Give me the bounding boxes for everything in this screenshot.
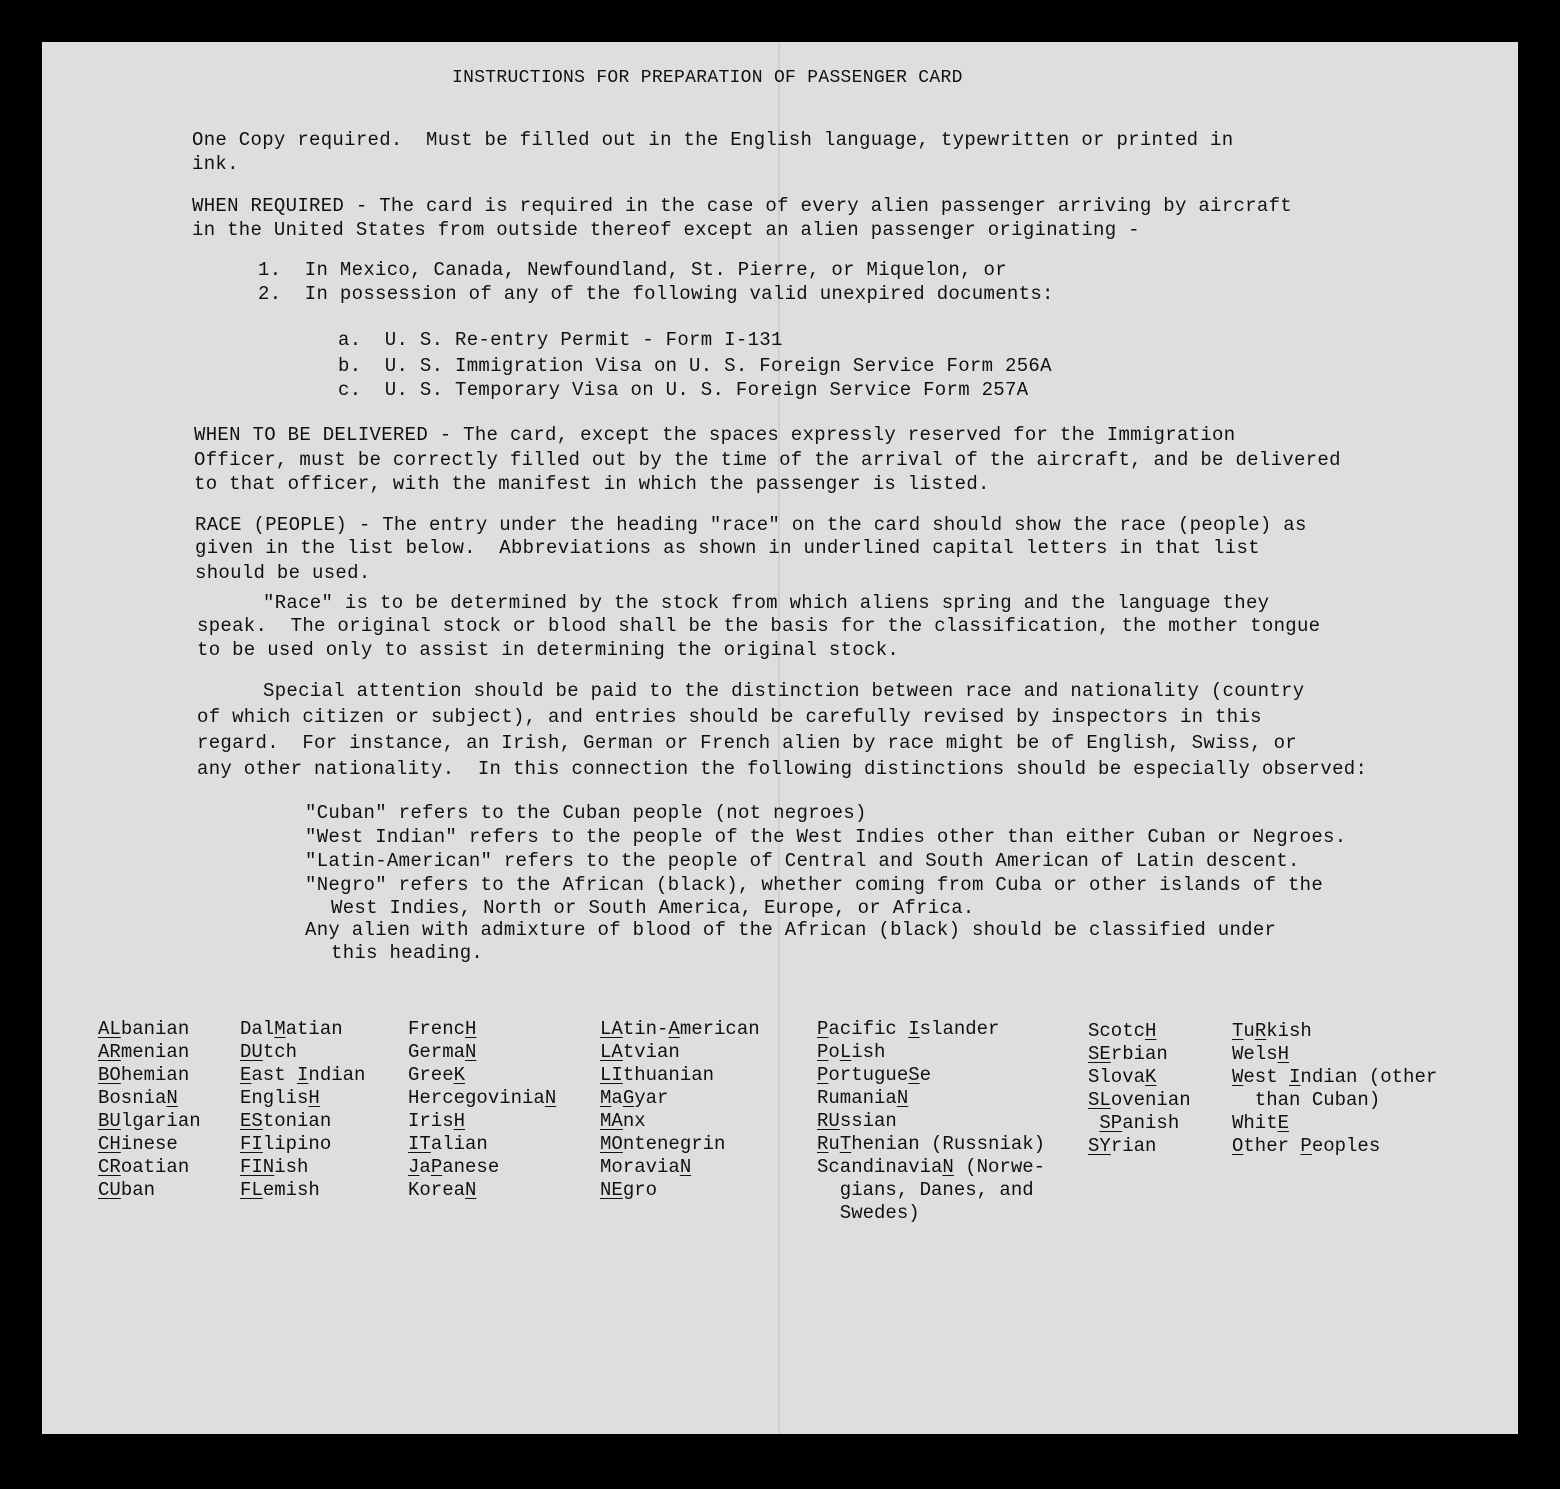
- race-paragraph-line: speak. The original stock or blood shall be the basis for the classification, the mother tongue: [197, 615, 1321, 637]
- race-list-item: HercegoviniaN: [408, 1087, 557, 1109]
- race-section-line: should be used.: [195, 562, 371, 584]
- race-paragraph-line: any other nationality. In this connection the following distinctions should be especially observed:: [197, 758, 1368, 780]
- race-list-item: East Indian: [240, 1064, 366, 1086]
- when-delivered-line: Officer, must be correctly filled out by the time of the arrival of the aircraft, and be delivered: [194, 449, 1341, 471]
- race-paragraph-line: of which citizen or subject), and entries should be carefully revised by inspectors in this: [197, 706, 1262, 728]
- race-list-item: NEgro: [600, 1179, 658, 1201]
- intro-line: ink.: [192, 153, 239, 175]
- race-list-item: gians, Danes, and: [817, 1179, 1034, 1201]
- document-page: [42, 42, 1518, 1434]
- race-list-item: MAnx: [600, 1110, 646, 1132]
- race-list-item: SErbian: [1088, 1043, 1168, 1065]
- when-delivered-line: WHEN TO BE DELIVERED - The card, except the spaces expressly reserved for the Immigration: [194, 424, 1236, 446]
- race-list-item: CRoatian: [98, 1156, 190, 1178]
- race-list-item: DalMatian: [240, 1018, 343, 1040]
- race-list-item: GermaN: [408, 1041, 477, 1063]
- distinction-line: "Latin-American" refers to the people of Central and South American of Latin descent.: [305, 850, 1300, 872]
- race-list-item: PoLish: [817, 1041, 886, 1063]
- race-list-item: West Indian (other: [1232, 1066, 1438, 1088]
- race-list-item: ALbanian: [98, 1018, 190, 1040]
- race-list-item: EStonian: [240, 1110, 332, 1132]
- race-list-item: than Cuban): [1232, 1089, 1381, 1111]
- race-paragraph-line: regard. For instance, an Irish, German or French alien by race might be of English, Swiss, or: [197, 732, 1297, 754]
- race-paragraph-line: to be used only to assist in determining the original stock.: [197, 639, 900, 661]
- race-list-item: CUban: [98, 1179, 156, 1201]
- race-list-item: ITalian: [408, 1133, 488, 1155]
- race-list-item: ARmenian: [98, 1041, 190, 1063]
- race-list-item: PortugueSe: [817, 1064, 932, 1086]
- race-list-item: TuRkish: [1232, 1020, 1312, 1042]
- race-list-item: SLovenian: [1088, 1089, 1191, 1111]
- intro-line: One Copy required. Must be filled out in the English language, typewritten or printed in: [192, 129, 1234, 151]
- race-list-item: RUssian: [817, 1110, 897, 1132]
- list-item: 1. In Mexico, Canada, Newfoundland, St. Pierre, or Miquelon, or: [258, 259, 1007, 281]
- race-section-line: RACE (PEOPLE) - The entry under the heading "race" on the card should show the race (people) as: [195, 514, 1307, 536]
- sub-item: c. U. S. Temporary Visa on U. S. Foreign Service Form 257A: [338, 379, 1029, 401]
- page-title: INSTRUCTIONS FOR PREPARATION OF PASSENGER CARD: [452, 68, 963, 88]
- race-paragraph-line: "Race" is to be determined by the stock from which aliens spring and the language they: [263, 592, 1270, 614]
- race-list-column: [1232, 1020, 1437, 1158]
- race-list-item: CHinese: [98, 1133, 178, 1155]
- race-list-item: LAtin-American: [600, 1018, 760, 1040]
- race-list-item: WhitE: [1232, 1112, 1290, 1134]
- race-list-column: [817, 1018, 1045, 1225]
- list-item: 2. In possession of any of the following valid unexpired documents:: [258, 283, 1054, 305]
- race-list-column: [408, 1018, 556, 1202]
- race-list-item: BOhemian: [98, 1064, 190, 1086]
- race-list-item: SYrian: [1088, 1135, 1157, 1157]
- race-list-item: LAtvian: [600, 1041, 680, 1063]
- race-list-item: RumaniaN: [817, 1087, 909, 1109]
- distinction-line: Any alien with admixture of blood of the African (black) should be classified under: [305, 919, 1277, 941]
- race-list-column: [240, 1018, 365, 1202]
- race-list-item: FrencH: [408, 1018, 477, 1040]
- distinction-line: "Cuban" refers to the Cuban people (not negroes): [305, 802, 867, 824]
- race-list-item: LIthuanian: [600, 1064, 715, 1086]
- distinction-line: "Negro" refers to the African (black), whether coming from Cuba or other islands of the: [305, 874, 1324, 896]
- race-list-item: SlovaK: [1088, 1066, 1157, 1088]
- race-list-item: Other Peoples: [1232, 1135, 1381, 1157]
- race-list-item: FLemish: [240, 1179, 320, 1201]
- race-list-item: BosniaN: [98, 1087, 178, 1109]
- distinction-line: this heading.: [331, 942, 484, 964]
- race-list-item: FIlipino: [240, 1133, 332, 1155]
- race-paragraph-line: Special attention should be paid to the distinction between race and nationality (country: [263, 680, 1305, 702]
- race-list-item: ScandinaviaN (Norwe-: [817, 1156, 1046, 1178]
- distinction-line: West Indies, North or South America, Europe, or Africa.: [331, 897, 975, 919]
- race-list-item: MOntenegrin: [600, 1133, 726, 1155]
- race-list-item: MoraviaN: [600, 1156, 692, 1178]
- when-required-line: WHEN REQUIRED - The card is required in the case of every alien passenger arriving by aircraft: [192, 195, 1292, 217]
- race-list-item: GreeK: [408, 1064, 466, 1086]
- when-delivered-line: to that officer, with the manifest in which the passenger is listed.: [194, 473, 990, 495]
- race-list-item: DUtch: [240, 1041, 298, 1063]
- race-list-item: RuThenian (Russniak): [817, 1133, 1046, 1155]
- race-list-item: MaGyar: [600, 1087, 669, 1109]
- race-list-item: EnglisH: [240, 1087, 320, 1109]
- distinction-line: "West Indian" refers to the people of the West Indies other than either Cuban or Negroes.: [305, 826, 1347, 848]
- race-list-column: [600, 1018, 760, 1202]
- race-list-item: ScotcH: [1088, 1020, 1157, 1042]
- race-list-item: WelsH: [1232, 1043, 1290, 1065]
- when-required-line: in the United States from outside thereof except an alien passenger originating -: [192, 219, 1140, 241]
- race-list-item: FINish: [240, 1156, 309, 1178]
- race-list-item: SPanish: [1099, 1112, 1180, 1134]
- race-list-item: Swedes): [817, 1202, 920, 1224]
- sub-item: b. U. S. Immigration Visa on U. S. Foreign Service Form 256A: [338, 355, 1052, 377]
- race-list-item: BUlgarian: [98, 1110, 201, 1132]
- race-list-item: KoreaN: [408, 1179, 477, 1201]
- race-list-item: JaPanese: [408, 1156, 500, 1178]
- race-list-item: IrisH: [408, 1110, 466, 1132]
- race-list-column: [98, 1018, 201, 1202]
- sub-item: a. U. S. Re-entry Permit - Form I-131: [338, 329, 783, 351]
- race-list-item: Pacific Islander: [817, 1018, 1000, 1040]
- race-list-column: [1088, 1020, 1191, 1158]
- race-section-line: given in the list below. Abbreviations as shown in underlined capital letters in that list: [195, 537, 1260, 559]
